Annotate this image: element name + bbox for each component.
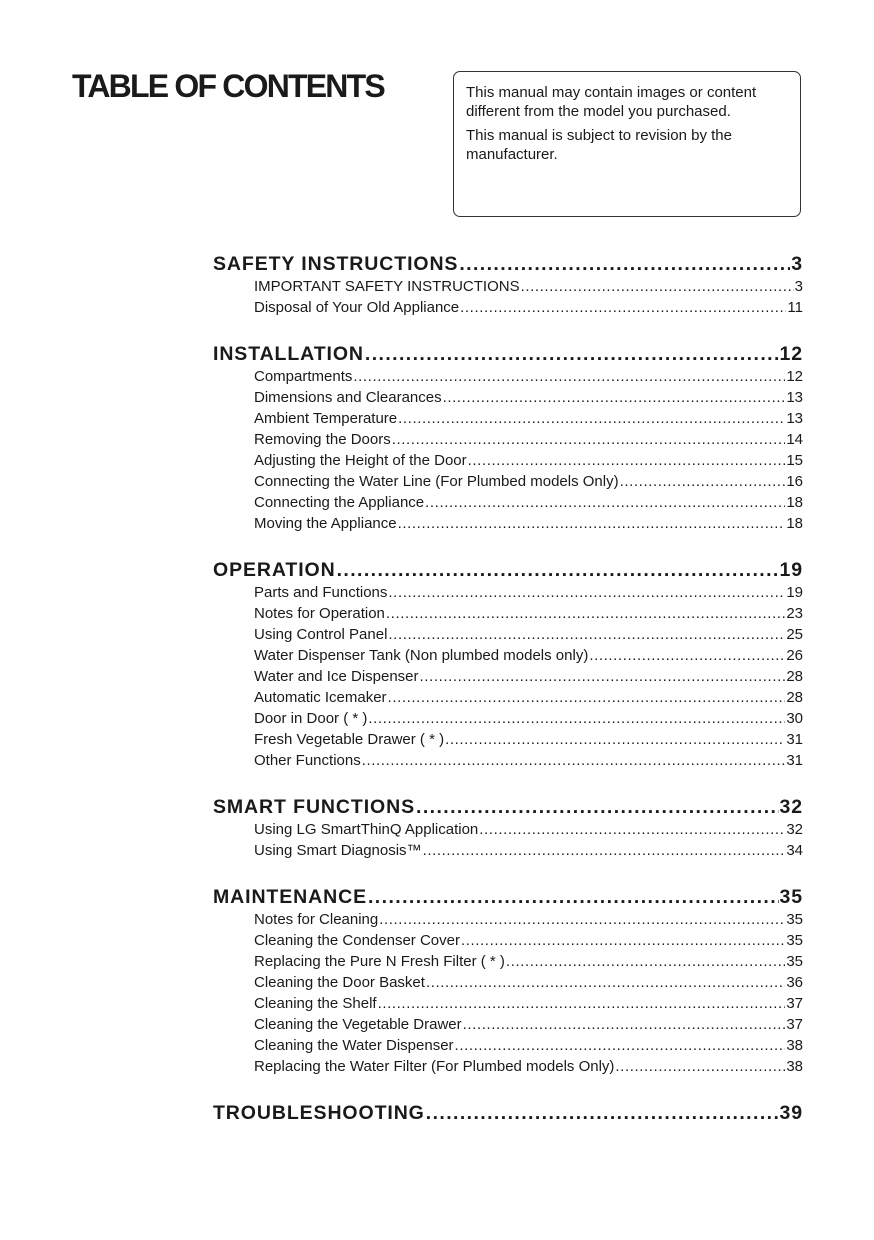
entry-title: Using Control Panel <box>254 626 388 643</box>
entry-page-number: 16 <box>786 473 803 490</box>
entry-title: Fresh Vegetable Drawer ( * ) <box>254 731 445 748</box>
entry-title: Replacing the Water Filter (For Plumbed models Only) <box>254 1058 615 1075</box>
entry-title: Ambient Temperature <box>254 410 398 427</box>
entry-page-number: 14 <box>786 431 803 448</box>
dot-leader <box>443 389 786 406</box>
entry-page-number: 38 <box>786 1037 803 1054</box>
toc-section <box>213 253 803 320</box>
dot-leader <box>378 995 786 1012</box>
toc-entry[interactable] <box>213 278 803 299</box>
section-title: MAINTENANCE <box>213 886 367 908</box>
dot-leader <box>388 689 786 706</box>
entry-page-number: 28 <box>786 668 803 685</box>
entry-page-number: 38 <box>786 1058 803 1075</box>
entry-page-number: 11 <box>787 299 803 316</box>
toc-entry[interactable] <box>213 368 803 389</box>
entry-page-number: 30 <box>786 710 803 727</box>
toc-section-heading[interactable] <box>213 886 803 909</box>
entry-title: Cleaning the Vegetable Drawer <box>254 1016 462 1033</box>
toc-section-heading[interactable] <box>213 796 803 819</box>
toc-section <box>213 1102 803 1125</box>
dot-leader <box>455 1037 786 1054</box>
toc-section <box>213 796 803 863</box>
dot-leader <box>386 605 785 622</box>
toc-entry[interactable] <box>213 689 803 710</box>
toc-entry[interactable] <box>213 494 803 515</box>
entry-title: Cleaning the Water Dispenser <box>254 1037 454 1054</box>
entry-page-number: 34 <box>786 842 803 859</box>
toc-entry[interactable] <box>213 668 803 689</box>
entry-title: Parts and Functions <box>254 584 388 601</box>
dot-leader <box>445 731 785 748</box>
dot-leader <box>620 473 786 490</box>
dot-leader <box>425 494 785 511</box>
entry-page-number: 37 <box>786 995 803 1012</box>
toc-entry[interactable] <box>213 932 803 953</box>
toc-entry[interactable] <box>213 584 803 605</box>
entry-page-number: 35 <box>786 953 803 970</box>
entry-page-number: 35 <box>786 911 803 928</box>
entry-title: Cleaning the Shelf <box>254 995 377 1012</box>
section-page-number: 35 <box>779 886 803 908</box>
entry-title: Using LG SmartThinQ Application <box>254 821 479 838</box>
toc-entry[interactable] <box>213 821 803 842</box>
entry-title: Water and Ice Dispenser <box>254 668 419 685</box>
entry-page-number: 15 <box>786 452 803 469</box>
dot-leader <box>362 752 786 769</box>
entry-page-number: 37 <box>786 1016 803 1033</box>
entry-page-number: 25 <box>786 626 803 643</box>
toc-entry[interactable] <box>213 974 803 995</box>
dot-leader <box>379 911 785 928</box>
entry-page-number: 36 <box>786 974 803 991</box>
entry-page-number: 18 <box>786 494 803 511</box>
toc-entry[interactable] <box>213 389 803 410</box>
dot-leader <box>368 710 785 727</box>
toc-section-heading[interactable] <box>213 559 803 582</box>
toc-entry[interactable] <box>213 515 803 536</box>
dot-leader <box>459 253 790 276</box>
section-page-number: 32 <box>779 796 803 818</box>
entry-title: Notes for Operation <box>254 605 385 622</box>
toc-entry[interactable] <box>213 410 803 431</box>
entry-title: Door in Door ( * ) <box>254 710 368 727</box>
notice-text-revision: This manual is subject to revision by the manufacturer. <box>466 127 732 163</box>
section-title: SMART FUNCTIONS <box>213 796 415 818</box>
entry-page-number: 12 <box>786 368 803 385</box>
toc-entry[interactable] <box>213 1058 803 1079</box>
toc-section-heading[interactable] <box>213 253 803 276</box>
toc-entry[interactable] <box>213 647 803 668</box>
toc-entry[interactable] <box>213 953 803 974</box>
dot-leader <box>468 452 786 469</box>
entry-title: Dimensions and Clearances <box>254 389 442 406</box>
entry-page-number: 32 <box>786 821 803 838</box>
toc-entry[interactable] <box>213 1016 803 1037</box>
entry-page-number: 28 <box>786 689 803 706</box>
toc-section-heading[interactable] <box>213 1102 803 1125</box>
toc-entry[interactable] <box>213 752 803 773</box>
section-page-number: 39 <box>779 1102 803 1124</box>
dot-leader <box>589 647 785 664</box>
dot-leader <box>353 368 785 385</box>
dot-leader <box>479 821 785 838</box>
dot-leader <box>337 559 779 582</box>
dot-leader <box>416 796 779 819</box>
toc-entry[interactable] <box>213 842 803 863</box>
entry-title: IMPORTANT SAFETY INSTRUCTIONS <box>254 278 520 295</box>
section-title: INSTALLATION <box>213 343 364 365</box>
dot-leader <box>463 1016 786 1033</box>
entry-title: Disposal of Your Old Appliance <box>254 299 460 316</box>
entry-title: Cleaning the Condenser Cover <box>254 932 460 949</box>
dot-leader <box>461 932 785 949</box>
entry-page-number: 19 <box>786 584 803 601</box>
entry-title: Replacing the Pure N Fresh Filter ( * ) <box>254 953 505 970</box>
entry-page-number: 3 <box>794 278 803 295</box>
toc-entry[interactable] <box>213 710 803 731</box>
dot-leader <box>398 410 785 427</box>
dot-leader <box>506 953 785 970</box>
dot-leader <box>426 974 785 991</box>
entry-page-number: 31 <box>786 752 803 769</box>
dot-leader <box>521 278 794 295</box>
dot-leader <box>423 842 786 859</box>
notice-text-models: This manual may contain images or content different from the model you purchased. <box>466 84 757 120</box>
entry-title: Water Dispenser Tank (Non plumbed models only) <box>254 647 589 664</box>
dot-leader <box>398 515 786 532</box>
toc-entry[interactable] <box>213 911 803 932</box>
entry-title: Cleaning the Door Basket <box>254 974 425 991</box>
toc-entry[interactable] <box>213 626 803 647</box>
dot-leader <box>420 668 786 685</box>
entry-title: Connecting the Water Line (For Plumbed models Only) <box>254 473 619 490</box>
toc-entry[interactable] <box>213 431 803 452</box>
entry-page-number: 13 <box>786 410 803 427</box>
toc-section <box>213 343 803 536</box>
dot-leader <box>368 886 779 909</box>
section-title: TROUBLESHOOTING <box>213 1102 425 1124</box>
dot-leader <box>388 626 785 643</box>
entry-page-number: 35 <box>786 932 803 949</box>
entry-page-number: 26 <box>786 647 803 664</box>
dot-leader <box>460 299 786 316</box>
toc-entry[interactable] <box>213 995 803 1016</box>
entry-page-number: 13 <box>786 389 803 406</box>
toc-entry[interactable] <box>213 605 803 626</box>
section-title: SAFETY INSTRUCTIONS <box>213 253 459 275</box>
entry-title: Moving the Appliance <box>254 515 397 532</box>
entry-title: Compartments <box>254 368 353 385</box>
entry-title: Adjusting the Height of the Door <box>254 452 467 469</box>
entry-title: Other Functions <box>254 752 361 769</box>
toc-entry[interactable] <box>213 731 803 752</box>
dot-leader <box>392 431 786 448</box>
toc-section <box>213 559 803 773</box>
section-page-number: 3 <box>791 253 803 275</box>
toc-entry[interactable] <box>213 452 803 473</box>
dot-leader <box>388 584 785 601</box>
entry-title: Automatic Icemaker <box>254 689 387 706</box>
entry-page-number: 23 <box>786 605 803 622</box>
entry-title: Using Smart Diagnosis™ <box>254 842 422 859</box>
toc-entry[interactable] <box>213 1037 803 1058</box>
toc-section <box>213 886 803 1079</box>
entry-title: Removing the Doors <box>254 431 391 448</box>
page-title: TABLE OF CONTENTS <box>72 68 384 104</box>
toc-entry[interactable] <box>213 299 803 320</box>
section-page-number: 12 <box>779 343 803 365</box>
dot-leader <box>426 1102 779 1125</box>
dot-leader <box>365 343 779 366</box>
toc-entry[interactable] <box>213 473 803 494</box>
table-of-contents <box>213 253 803 1148</box>
entry-title: Notes for Cleaning <box>254 911 379 928</box>
entry-page-number: 31 <box>786 731 803 748</box>
entry-page-number: 18 <box>786 515 803 532</box>
section-page-number: 19 <box>779 559 803 581</box>
toc-section-heading[interactable] <box>213 343 803 366</box>
dot-leader <box>615 1058 785 1075</box>
notice-box <box>453 71 801 217</box>
entry-title: Connecting the Appliance <box>254 494 425 511</box>
section-title: OPERATION <box>213 559 336 581</box>
